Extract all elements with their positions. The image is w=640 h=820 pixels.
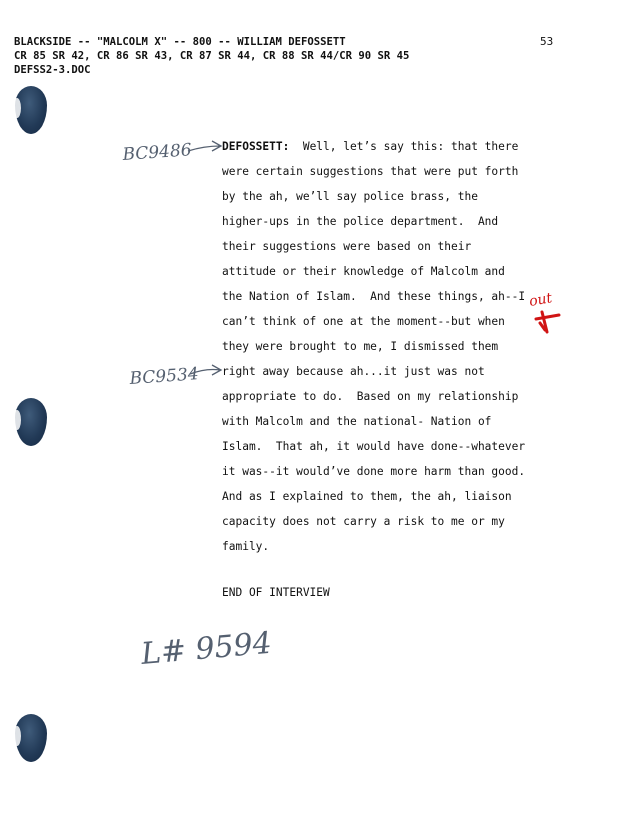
speaker-label: DEFOSSETT: [222, 140, 290, 153]
page-number: 53 [540, 35, 554, 48]
transcript-line: with Malcolm and the national- Nation of [222, 415, 492, 428]
transcript-line: capacity does not carry a risk to me or my [222, 515, 505, 528]
transcript-line: it was--it would’ve done more harm than good. [222, 465, 526, 478]
header-filename-line: DEFSS2-3.DOC [14, 64, 91, 76]
transcript-line: by the ah, we’ll say police brass, the [222, 190, 478, 203]
transcript-line: higher-ups in the police department. And [222, 215, 499, 228]
margin-note-bc9486: BC9486 [121, 140, 193, 165]
transcript-line: the Nation of Islam. And these things, ah--I [222, 290, 526, 303]
transcript-line: can’t think of one at the moment--but when [222, 315, 505, 328]
red-edit-out: out [527, 290, 554, 310]
margin-arrow-icon [188, 141, 221, 151]
transcript-line: Well, let’s say this: that there [289, 140, 519, 153]
transcript-line: Islam. That ah, it would have done--whatever [222, 440, 526, 453]
header-roll-line: CR 85 SR 42, CR 86 SR 43, CR 87 SR 44, CR 88 SR 44/CR 90 SR 45 [14, 50, 410, 62]
end-of-interview: END OF INTERVIEW [222, 586, 330, 599]
reel-number-note: L# 9594 [139, 625, 274, 672]
transcript-line: family. [222, 540, 270, 553]
transcript-line: right away because ah...it just was not [222, 365, 485, 378]
transcript-line: they were brought to me, I dismissed them [222, 340, 499, 353]
header-title-line: BLACKSIDE -- "MALCOLM X" -- 800 -- WILLIAM DEFOSSETT [14, 36, 346, 48]
transcript-line: And as I explained to them, the ah, liaison [222, 490, 512, 503]
transcript-line: their suggestions were based on their [222, 240, 472, 253]
red-caret-mark-icon [536, 312, 559, 332]
transcript-line: appropriate to do. Based on my relationship [222, 390, 519, 403]
transcript-line: were certain suggestions that were put forth [222, 165, 519, 178]
transcript-line: attitude or their knowledge of Malcolm and [222, 265, 505, 278]
margin-note-bc9534: BC9534 [128, 364, 200, 389]
